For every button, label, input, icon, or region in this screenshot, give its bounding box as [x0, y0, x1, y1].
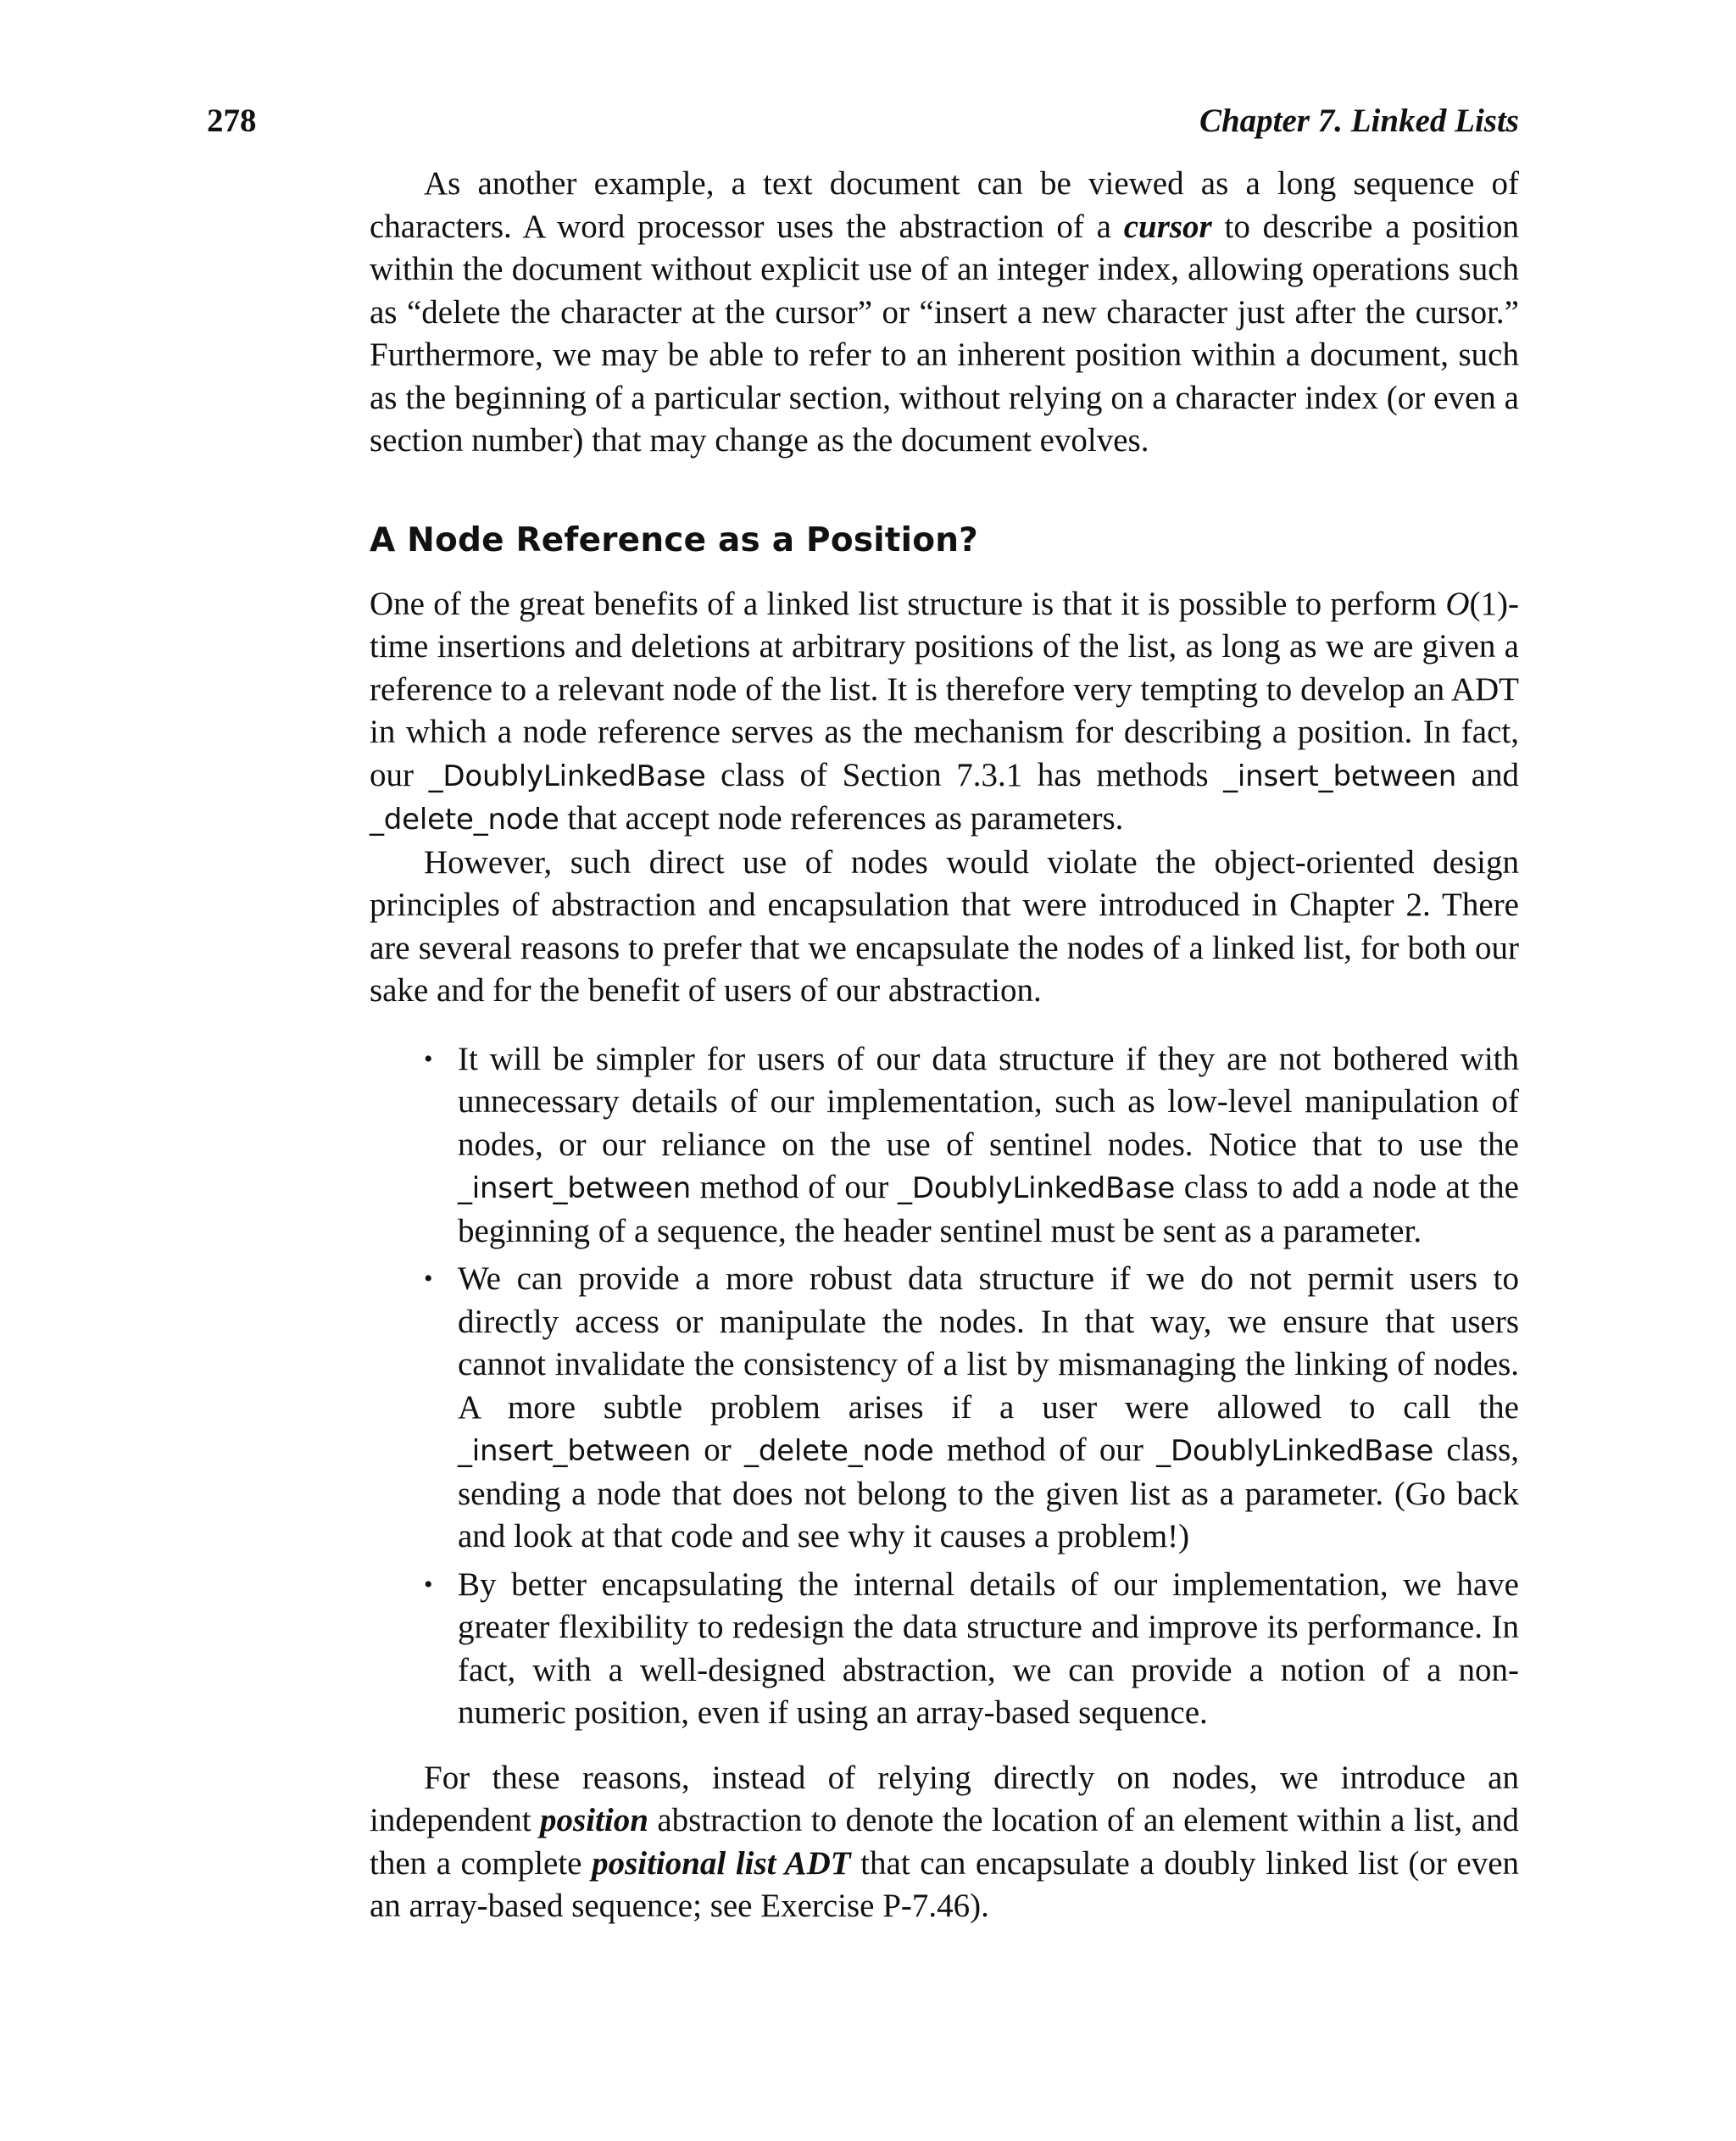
chapter-running-head: Chapter 7. Linked Lists	[1199, 103, 1519, 139]
paragraph-benefits	[370, 583, 1519, 842]
page-header	[207, 100, 1519, 142]
term-position: position	[540, 1802, 648, 1838]
text-run: method of our	[933, 1432, 1157, 1468]
code-method-name: _delete_node	[370, 803, 559, 837]
text-run: abstraction to denote the location of an element within a list, and then a complete	[370, 1802, 1520, 1882]
code-class-name: _DoublyLinkedBase	[898, 1171, 1176, 1205]
code-method-name: _insert_between	[1223, 759, 1457, 793]
term-cursor: cursor	[1123, 208, 1212, 245]
code-method-name: _insert_between	[458, 1434, 691, 1468]
bullet-icon: •	[424, 1265, 433, 1293]
text-run: By better encapsulating the internal details of our implementation, we have greater flexibility to redesign the data structure and improve its performance. In fact, with a well-designed abstraction, we can provide a notion of a non-numeric position, even if using an array-based sequence.	[458, 1565, 1519, 1731]
text-run: One of the great benefits of a linked list structure is that it is possible to perform	[370, 585, 1446, 622]
text-run: It will be simpler for users of our data structure if they are not bothered with unnecessary details of our implementation, such as low-level manipulation of nodes, or our reliance on the use of sentinel nodes. Notice that to use the	[458, 1040, 1519, 1163]
code-class-name: _DoublyLinkedBase	[1156, 1434, 1434, 1468]
text-run: or	[690, 1432, 745, 1468]
section-heading: A Node Reference as a Position?	[370, 520, 978, 559]
text-run: -time insertions and deletions at arbitrary positions of the list, as long as we are given a reference to a relevant node of the list. It is therefore very tempting to develop an ADT in which a node reference serves as the mechanism for describing a position. In fact, our	[370, 585, 1519, 793]
text-run: class of Section 7.3.1 has methods	[705, 756, 1224, 793]
code-method-name: _insert_between	[458, 1171, 691, 1205]
list-item	[370, 1564, 1519, 1735]
text-run: and	[1456, 756, 1519, 793]
text-run: class to add a node at the beginning of a sequence, the header sentinel must be sent as a parameter.	[458, 1169, 1519, 1249]
bullet-icon: •	[424, 1044, 433, 1073]
page-number: 278	[207, 103, 257, 139]
code-method-name: _delete_node	[744, 1434, 934, 1468]
page-body	[370, 163, 1519, 1928]
text-run: that accept node references as parameters.	[559, 800, 1124, 837]
big-o-argument: (1)	[1469, 585, 1508, 622]
code-class-name: _DoublyLinkedBase	[428, 759, 706, 793]
list-item	[370, 1258, 1519, 1559]
text-run: method of our	[690, 1169, 899, 1205]
text-run: For these reasons, instead of relying directly on nodes, we introduce an independent	[370, 1759, 1519, 1838]
reasons-list	[370, 1038, 1519, 1735]
paragraph-position-abstraction	[370, 1757, 1519, 1928]
paragraph-cursor-example	[370, 163, 1519, 463]
bullet-icon: •	[424, 1570, 433, 1599]
text-run: that can encapsulate a doubly linked list (or even an array-based sequence; see Exercise P-7.46).	[370, 1844, 1520, 1924]
text-run: class, sending a node that does not belong to the given list as a parameter. (Go back and look at that code and see why it causes a problem!)	[458, 1432, 1519, 1554]
text-run: to describe a position within the document without explicit use of an integer index, allowing operations such as “delete the character at the cursor” or “insert a new character just after the cursor.” Furthermore, we may be able to refer to an inherent position within a document, such as the beginning of a particular section, without relying on a character index (or even a section number) that may change as the document evolves.	[370, 208, 1519, 459]
text-run: We can provide a more robust data structure if we do not permit users to directly access or manipulate the nodes. In that way, we ensure that users cannot invalidate the consistency of a list by mismanaging the linking of nodes. A more subtle problem arises if a user were allowed to call the	[458, 1260, 1519, 1426]
list-item	[370, 1038, 1519, 1254]
paragraph-however: However, such direct use of nodes would violate the object-oriented design principles of abstraction and encapsulation that were introduced in Chapter 2. There are several reasons to prefer that we encapsulate the nodes of a linked list, for both our sake and for the benefit of users of our abstraction.	[370, 843, 1519, 1009]
text-run: As another example, a text document can be viewed as a long sequence of characters. A word processor uses the abstraction of a	[370, 165, 1519, 245]
big-o-symbol: O	[1445, 585, 1470, 622]
term-positional-list-adt: positional list ADT	[592, 1844, 851, 1882]
